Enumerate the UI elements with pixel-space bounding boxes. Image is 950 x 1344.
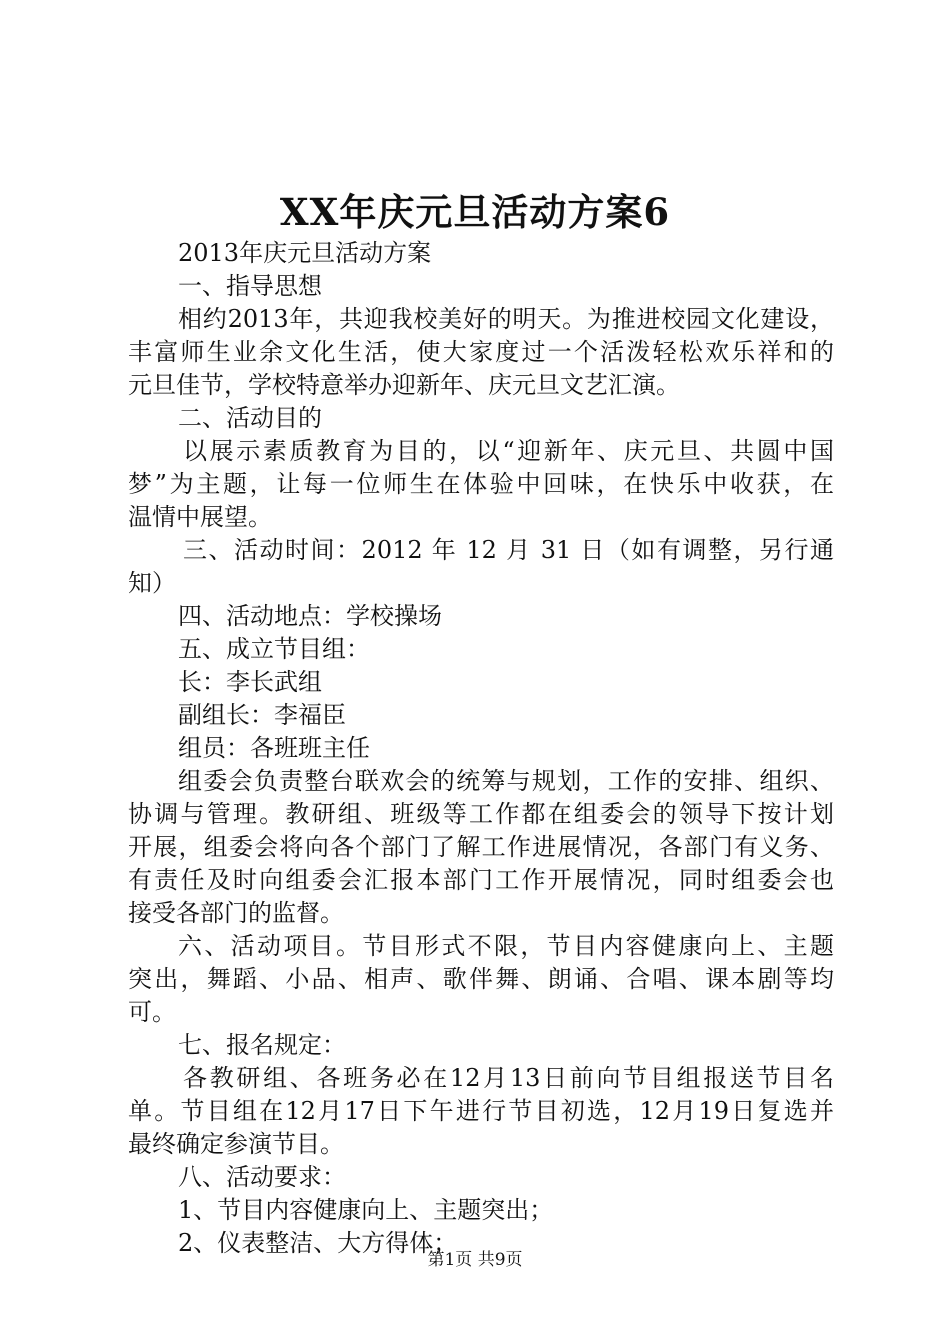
paragraph-line: 接受各部门的监督。	[128, 899, 344, 927]
document-body	[128, 237, 834, 1260]
paragraph-line: 有责任及时向组委会汇报本部门工作开展情况，同时组委会也	[128, 866, 834, 894]
paragraph-line: 元旦佳节，学校特意举办迎新年、庆元旦文艺汇演。	[128, 371, 680, 399]
section-heading: 五、成立节目组：	[178, 635, 370, 663]
paragraph-line: 组委会负责整台联欢会的统筹与规划，工作的安排、组织、	[178, 767, 834, 795]
section-heading: 二、活动目的	[178, 404, 322, 432]
document-title: XX年庆元旦活动方案6	[279, 190, 671, 234]
paragraph-line: 相约2013年，共迎我校美好的明天。为推进校园文化建设，	[178, 305, 834, 333]
paragraph-line: 协调与管理。教研组、班级等工作都在组委会的领导下按计划	[128, 800, 834, 828]
section-heading: 七、报名规定：	[178, 1031, 346, 1059]
paragraph-line: 以展示素质教育为目的，以“迎新年、庆元旦、共圆中国	[183, 437, 834, 465]
paragraph-line: 最终确定参演节目。	[128, 1130, 344, 1158]
paragraph-line: 知）	[128, 569, 176, 597]
paragraph-line: 长：李长武组	[178, 668, 322, 696]
list-item: 1、节目内容健康向上、主题突出；	[178, 1196, 554, 1224]
paragraph-line: 开展，组委会将向各个部门了解工作进展情况，各部门有义务、	[128, 833, 834, 861]
section-heading: 一、指导思想	[178, 272, 322, 300]
paragraph-line: 副组长：李福臣	[178, 701, 346, 729]
list-item: 2、仪表整洁、大方得体；	[178, 1229, 458, 1257]
section-heading: 四、活动地点：学校操场	[178, 602, 442, 630]
paragraph-line: 组员：各班班主任	[178, 734, 370, 762]
paragraph-line: 梦”为主题，让每一位师生在体验中回味，在快乐中收获，在	[128, 470, 834, 498]
paragraph-line: 突出，舞蹈、小品、相声、歌伴舞、朗诵、合唱、课本剧等均	[128, 965, 834, 993]
section-heading: 八、活动要求：	[178, 1163, 346, 1191]
section-heading: 三、活动时间：2012 年 12 月 31 日（如有调整，另行通	[183, 536, 834, 564]
paragraph-line: 单。节目组在12月17日下午进行节目初选，12月19日复选并	[128, 1097, 834, 1125]
paragraph-line: 可。	[128, 998, 176, 1026]
paragraph-line: 丰富师生业余文化生活，使大家度过一个活泼轻松欢乐祥和的	[128, 338, 834, 366]
paragraph-line: 2013年庆元旦活动方案	[178, 239, 432, 267]
paragraph-line: 温情中展望。	[128, 503, 272, 531]
section-heading: 六、活动项目。节目形式不限，节目内容健康向上、主题	[178, 932, 834, 960]
paragraph-line: 各教研组、各班务必在12月13日前向节目组报送节目名	[183, 1064, 834, 1092]
page-number-footer: 第1页 共9页	[427, 1250, 523, 1270]
